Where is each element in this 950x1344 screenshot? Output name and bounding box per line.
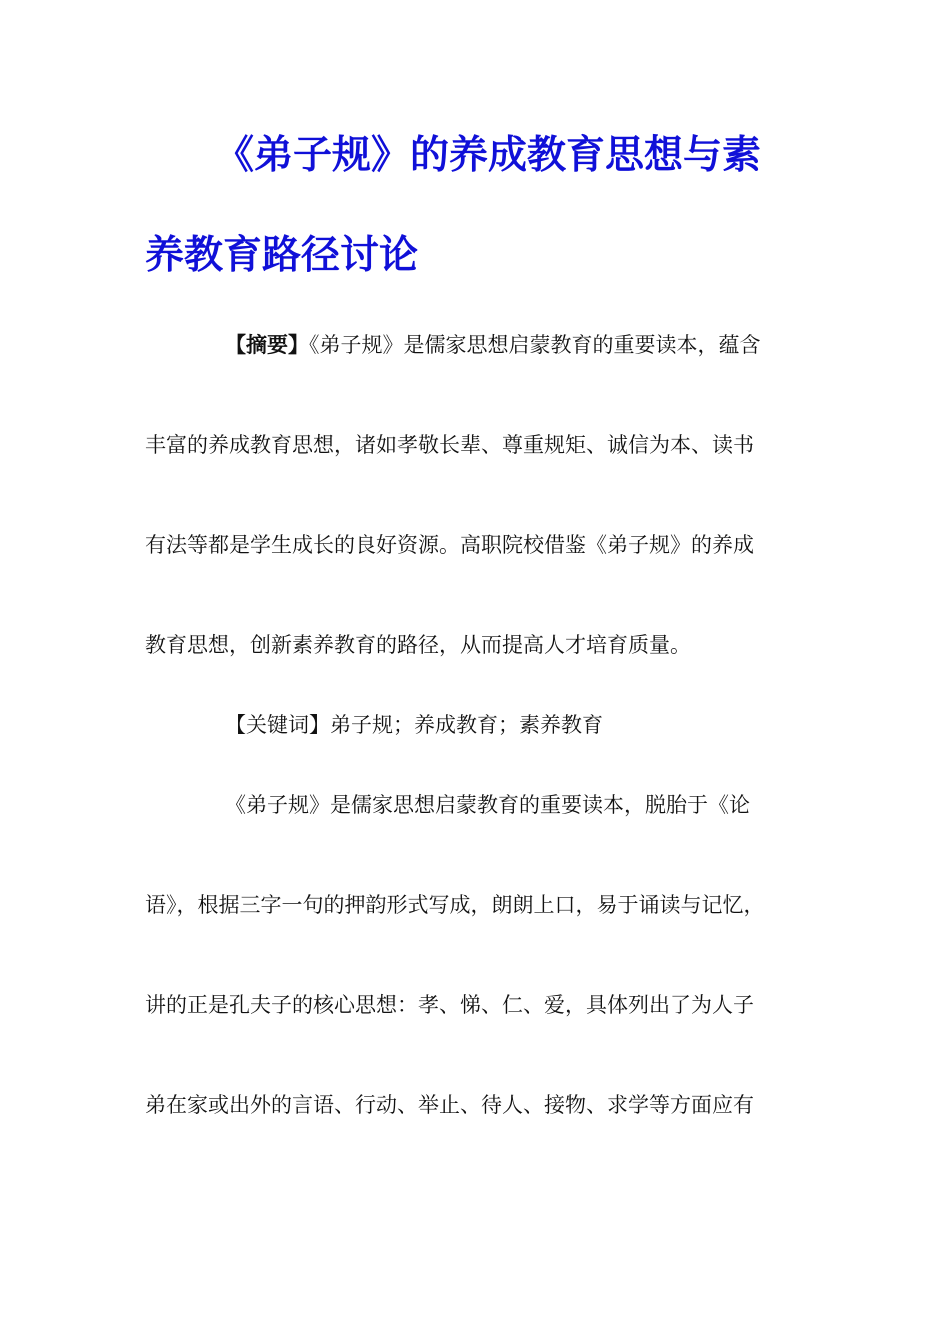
body-line-3: 讲的正是孔夫子的核心思想：孝、悌、仁、爱，具体列出了为人子 xyxy=(145,993,754,1017)
abstract-text-1: 《弟子规》是儒家思想启蒙教育的重要读本，蕴含 xyxy=(309,333,761,357)
abstract-line-3: 有法等都是学生成长的良好资源。高职院校借鉴《弟子规》的养成 xyxy=(145,533,754,557)
body-line-2: 语》，根据三字一句的押韵形式写成，朗朗上口，易于诵读与记忆， xyxy=(145,893,765,917)
title-line-1: 《弟子规》的养成教育思想与素 xyxy=(215,133,762,178)
body-line-1: 《弟子规》是儒家思想启蒙教育的重要读本，脱胎于《论 xyxy=(225,793,750,817)
body-line-4: 弟在家或出外的言语、行动、举止、待人、接物、求学等方面应有 xyxy=(145,1093,754,1117)
title-line-2: 养教育路径讨论 xyxy=(145,233,419,278)
abstract-line-2: 丰富的养成教育思想，诸如孝敬长辈、尊重规矩、诚信为本、读书 xyxy=(145,433,754,457)
abstract-label: 【摘要】 xyxy=(225,333,309,357)
abstract-line-4: 教育思想，创新素养教育的路径，从而提高人才培育质量。 xyxy=(145,633,691,657)
abstract-line-1 xyxy=(225,329,761,359)
keywords-line: 【关键词】弟子规；养成教育；素养教育 xyxy=(225,713,603,737)
